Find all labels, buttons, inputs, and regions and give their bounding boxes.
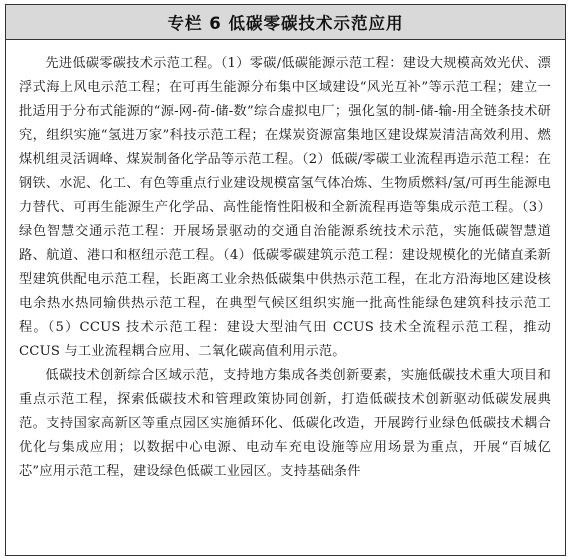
column-box [5, 4, 566, 556]
box-title: 专栏 6 低碳零碳技术示范应用 [167, 14, 404, 33]
paragraph-regional-demonstration: 低碳技术创新综合区域示范，支持地方集成各类创新要素，实施低碳技术重大项目和重点示范工程，探索低碳技术和管理政策协同创新，打造低碳技术创新驱动低碳发展典范。支持国家高新区等重点园区实施循环化、低碳化改造，开展跨行业绿色低碳技术耦合优化与集成应用；以数据中心电源、电动车充电设施等应用场景为重点，开展“百城亿芯”应用示范工程，建设绿色低碳工业园区。支持基础条件 [19, 368, 551, 479]
paragraph-demonstration-projects: 先进低碳零碳技术示范工程。（1）零碳/低碳能源示范工程：建设大规模高效光伏、漂浮式海上风电示范工程；在可再生能源分布集中区域建设“风光互补”等示范工程；建立一批适用于分布式能源的“源-网-荷-储-数”综合虚拟电厂；强化氢的制-储-输-用全链条技术研究，组织实施“氢进万家”科技示范工程；在煤炭资源富集地区建设煤炭清洁高效利用、燃煤机组灵活调峰、煤炭制备化学品等示范工程。（2）低碳/零碳工业流程再造示范工程：在钢铁、水泥、化工、有色等重点行业建设规模富氢气体冶炼、生物质燃料/氢/可再生能源电力替代、可再生能源生产化学品、高性能惰性阳极和全新流程再造等集成示范工程。（3）绿色智慧交通示范工程：开展场景驱动的交通自治能源系统技术示范，实施低碳智慧道路、航道、港口和枢纽示范工程。（4）低碳零碳建筑示范工程：建设规模化的光储直柔新型建筑供配电示范工程，长距离工业余热低碳集中供热示范工程，在北方沿海地区建设核电余热水热同输供热示范工程，在典型气候区组织实施一批高性能绿色建筑科技示范工程。（5）CCUS 技术示范工程：建设大型油气田 CCUS 技术全流程示范工程，推动 CCUS 与工业流程耦合应用、二氧化碳高值利用示范。 [19, 56, 551, 359]
box-content [6, 40, 565, 484]
title-bar [6, 5, 565, 40]
